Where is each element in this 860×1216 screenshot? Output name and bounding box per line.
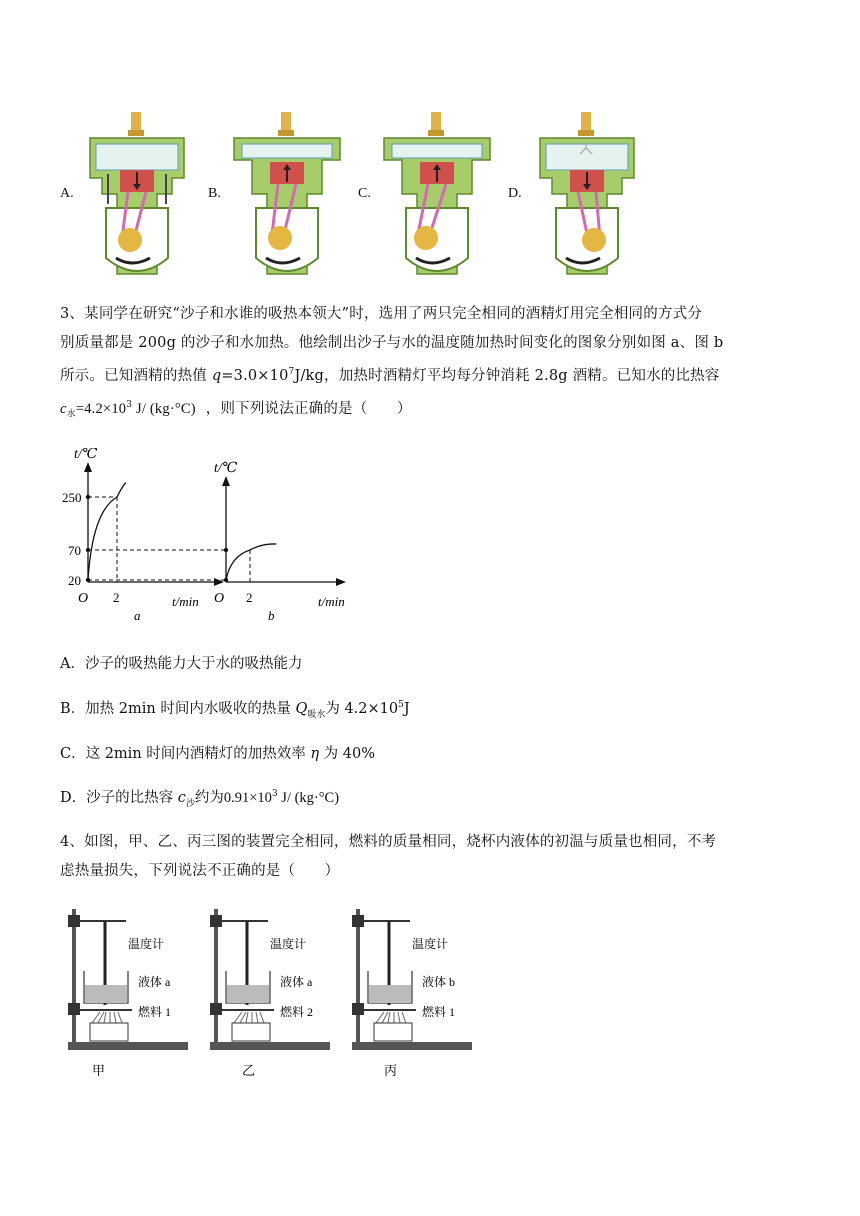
q3-option-b: B．加热 2min 时间内水吸收的热量 $Q_{吸水}$为 $4.2\times 10^5J$ xyxy=(60,700,410,720)
chart-b-y-arrow xyxy=(222,476,230,486)
chart-a-y-arrow xyxy=(84,462,92,472)
label-thermometer: 温度计 xyxy=(270,937,307,951)
chart-b-xtick-2: 2 xyxy=(246,590,253,605)
chart-a-point-70 xyxy=(86,548,90,552)
label-liquid: 液体 a xyxy=(138,975,171,989)
q4-line-2: 虑热量损失，下列说法不正确的是（ ） xyxy=(60,863,340,879)
chart-a-ytick-70: 70 xyxy=(68,543,81,558)
q3-line-3: 所示。已知酒精的热值 $q=3.0\times 10^7J/kg$，加热时酒精灯平均每分钟消耗 2.8g 酒精。已知水的比热容 xyxy=(60,367,720,384)
label-liquid: 液体 b xyxy=(422,975,456,989)
flame-icon xyxy=(234,1012,264,1023)
heating-charts xyxy=(58,448,358,628)
q3-option-d: D．沙子的比热容 $c_沙$约为$0.91\times 10^3$ J/ (kg·°C) xyxy=(60,789,340,809)
q3-option-c: C．这 2min 时间内酒精灯的加热效率 η 为 40% xyxy=(60,746,376,762)
q3-line-1: 3、某同学在研究“沙子和水谁的吸热本领大”时，选用了两只完全相同的酒精灯用完全相同的方式分 xyxy=(60,306,703,322)
q3-line-4: $c_水=4.2\times 10^3$ J/ (kg·°C) ，则下列说法正确的是（ ） xyxy=(60,399,412,420)
chart-a-label: a xyxy=(134,608,141,623)
flame-icon xyxy=(376,1012,406,1023)
chart-b-xlabel: t/min xyxy=(318,594,345,609)
chart-a-ytick-20: 20 xyxy=(68,573,81,588)
chart-b-x-arrow xyxy=(336,578,346,586)
option-c-label: C. xyxy=(358,186,371,201)
chart-a-point-250 xyxy=(86,495,90,499)
chart-b-series-line xyxy=(226,544,276,580)
chart-a-xtick-2: 2 xyxy=(113,590,120,605)
q3-option-a: A．沙子的吸热能力大于水的吸热能力 xyxy=(60,656,303,672)
chart-b-ylabel: t/℃ xyxy=(214,461,238,476)
chart-b-label: b xyxy=(268,608,275,623)
chart-b-point-20 xyxy=(224,578,228,582)
chart-b-point-70 xyxy=(224,548,228,552)
caption: 丙 xyxy=(384,1063,398,1078)
label-fuel: 燃料 1 xyxy=(422,1005,456,1019)
flame-icon xyxy=(92,1012,122,1023)
engine-stroke-up-icon xyxy=(232,108,342,280)
chart-a-ytick-250: 250 xyxy=(62,490,82,505)
stand-rod xyxy=(72,909,76,1043)
chart-a-point-20 xyxy=(86,578,90,582)
q4-line-1: 4、如图，甲、乙、丙三图的装置完全相同，燃料的质量相同，烧杯内液体的初温与质量也相同，不考 xyxy=(60,834,717,850)
caption: 甲 xyxy=(92,1063,106,1078)
option-a-label: A. xyxy=(60,186,74,201)
chart-a-x-arrow xyxy=(214,578,224,586)
label-fuel: 燃料 1 xyxy=(138,1005,172,1019)
engine-stroke-down-icon xyxy=(82,108,192,280)
label-fuel: 燃料 2 xyxy=(280,1005,314,1019)
option-b-label: B. xyxy=(208,186,221,201)
question-4 xyxy=(60,828,820,886)
q3-line-2: 别质量都是 200g 的沙子和水加热。他绘制出沙子与水的温度随加热时间变化的图象分别如图 a、图 b xyxy=(60,335,724,351)
setup-yi xyxy=(204,905,334,1080)
chart-a-series-line xyxy=(88,483,126,580)
chart-b-origin: O xyxy=(214,591,225,606)
engine-stroke-up-icon xyxy=(382,108,492,280)
question-3 xyxy=(60,300,820,430)
chart-a-xlabel: t/min xyxy=(172,594,199,609)
chart-a-ylabel: t/℃ xyxy=(74,448,98,462)
label-thermometer: 温度计 xyxy=(412,937,449,951)
stand-base xyxy=(68,1042,188,1050)
chart-a-origin: O xyxy=(78,591,89,606)
setup-bing xyxy=(346,905,476,1080)
label-liquid: 液体 a xyxy=(280,975,313,989)
caption: 乙 xyxy=(242,1063,256,1078)
option-d-label: D. xyxy=(508,186,522,201)
engine-stroke-down-spark-icon xyxy=(532,108,642,280)
setup-jia xyxy=(62,905,192,1080)
label-thermometer: 温度计 xyxy=(128,937,165,951)
